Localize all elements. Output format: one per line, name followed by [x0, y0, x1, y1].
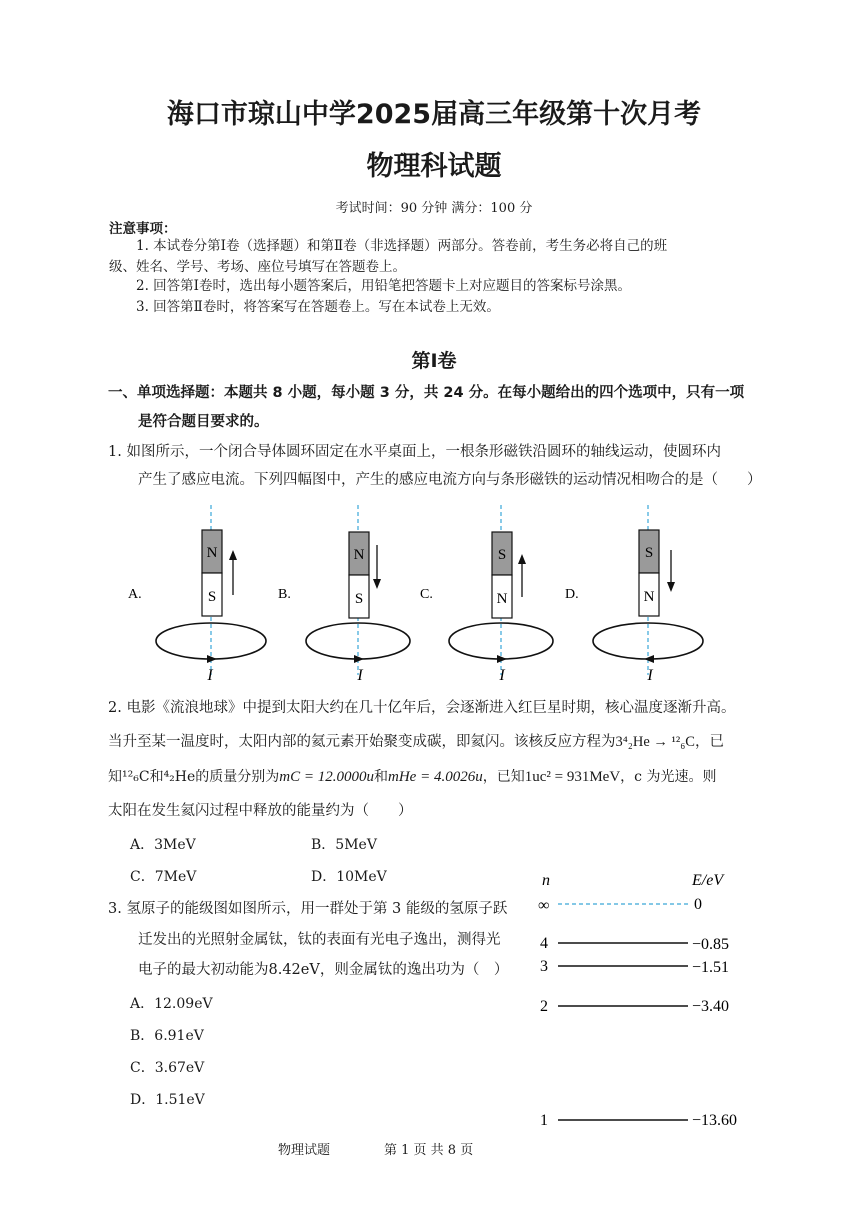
- q2-stem-line3: [108, 762, 716, 792]
- helium-symbol: ⁴₂He: [163, 769, 196, 785]
- n-axis-label: n: [542, 872, 550, 889]
- q2-l3-e: ，c 为光速。则: [620, 769, 717, 785]
- q3-stem-line2: 迁发出的光照射金属钛，钛的表面有光电子逸出，测得光: [138, 932, 501, 948]
- q3-stem-line1: 3. 氢原子的能级图如图所示，用一群处于第 3 能级的氢原子跃: [108, 901, 508, 917]
- figure-c: [420, 505, 553, 684]
- level-3-energy: −1.51: [692, 959, 730, 976]
- current-arrow-head: [354, 655, 364, 663]
- q1-stem-line2: 产生了感应电流。下列四幅图中，产生的感应电流方向与条形磁铁的运动情况相吻合的是（ ）: [138, 472, 762, 488]
- figure-a: [128, 505, 266, 684]
- q3-option-b[interactable]: B．6.91eV: [130, 1028, 204, 1044]
- current-arrow-head: [207, 655, 217, 663]
- pole-top-label: S: [644, 545, 654, 561]
- current-arrow-head: [644, 655, 654, 663]
- level-1-energy: −13.60: [692, 1112, 738, 1129]
- q2-l3-c: 的质量分别为: [195, 769, 280, 785]
- q1-stem-line1: 1. 如图所示，一个闭合导体圆环固定在水平桌面上，一根条形磁铁沿圆环的轴线运动，使圆环内: [108, 444, 721, 460]
- level-inf-n: ∞: [538, 897, 550, 914]
- q2-line2-text: 当升至某一温度时，太阳内部的氦元素开始聚变成碳，即氦闪。该核反应方程为: [108, 734, 616, 750]
- q2-stem-line4: 太阳在发生氦闪过程中释放的能量约为（ ）: [108, 803, 413, 819]
- energy-level-diagram: [530, 862, 760, 1137]
- level-4-n: 4: [540, 935, 548, 952]
- q3-option-a[interactable]: A．12.09eV: [130, 996, 213, 1012]
- pole-bottom-label: S: [207, 589, 217, 605]
- arrow-head-down: [667, 582, 675, 592]
- pole-bottom-label: N: [643, 589, 655, 605]
- level-4-energy: −0.85: [692, 936, 730, 953]
- q3-option-d[interactable]: D．1.51eV: [130, 1092, 205, 1108]
- exam-subtitle: 物理科试题: [366, 151, 502, 182]
- note-item-1: [109, 236, 759, 257]
- arrow-head-up: [518, 554, 526, 564]
- q2-option-b[interactable]: B．5MeV: [311, 837, 377, 853]
- q2-stem-line1: 2. 电影《流浪地球》中提到太阳大约在几十亿年后，会逐渐进入红巨星时期，核心温度逐渐升高。: [108, 700, 736, 716]
- note-item-1-cont: 级、姓名、学号、考场、座位号填写在答题卷上。: [109, 259, 406, 275]
- current-label: I: [499, 667, 505, 684]
- mass-helium: mHe = 4.0026u: [388, 769, 483, 785]
- carbon-symbol: ¹²₆C: [122, 769, 150, 785]
- pole-top-label: N: [353, 547, 365, 563]
- notes-heading: 注意事项：: [109, 221, 177, 237]
- exam-info: 考试时间：90 分钟 满分：100 分: [335, 201, 533, 216]
- part1-heading: 一、单项选择题：本题共 8 小题，每小题 3 分，共 24 分。在每小题给出的四个选项中，只有一项: [108, 385, 745, 401]
- energy-axis-label: E/eV: [692, 872, 724, 889]
- q2-l3-b: 和: [149, 769, 164, 785]
- q2-l3-a: 知: [108, 769, 122, 785]
- footer-page-number: 第 1 页 共 8 页: [384, 1143, 474, 1158]
- part1-heading-cont: 是符合题目要求的。: [138, 414, 269, 430]
- footer-subject: 物理试题: [278, 1143, 331, 1158]
- q2-line2-tail: ，已: [694, 734, 724, 750]
- exam-title: 海口市琼山中学2025届高三年级第十次月考: [166, 99, 702, 130]
- figure-d: [565, 505, 703, 684]
- q3-stem-line3: 电子的最大初动能为8.42eV，则金属钛的逸出功为（ ）: [138, 962, 509, 978]
- note-item-1-line1: 1. 本试卷分第Ⅰ卷（选择题）和第Ⅱ卷（非选择题）两部分。答卷前，考生务必将自己的班: [136, 238, 668, 254]
- reaction-equation: 3⁴₂He → ¹²₆C: [615, 734, 695, 750]
- arrow-head-down: [373, 579, 381, 589]
- pole-bottom-label: S: [354, 591, 364, 607]
- mass-carbon: mC = 12.0000u: [279, 769, 374, 785]
- current-label: I: [647, 667, 653, 684]
- note-item-2: 2. 回答第Ⅰ卷时，选出每小题答案后，用铅笔把答题卡上对应题目的答案标号涂黑。: [136, 278, 632, 294]
- section-title: 第Ⅰ卷: [411, 350, 457, 372]
- note-item-3: 3. 回答第Ⅱ卷时，将答案写在答题卷上。写在本试卷上无效。: [136, 299, 500, 315]
- pole-top-label: N: [206, 545, 218, 561]
- pole-bottom-label: N: [496, 591, 508, 607]
- pole-top-label: S: [497, 547, 507, 563]
- level-2-n: 2: [540, 998, 548, 1015]
- q2-l3-and: 和: [374, 769, 388, 785]
- figure-c-label: C.: [420, 587, 433, 602]
- q2-option-d[interactable]: D．10MeV: [311, 869, 387, 885]
- level-inf-energy: 0: [694, 896, 702, 913]
- conversion-factor: 1uc² = 931MeV: [524, 769, 621, 785]
- q3-option-c[interactable]: C．3.67eV: [130, 1060, 205, 1076]
- figure-a-label: A.: [128, 587, 142, 602]
- current-arrow-head: [497, 655, 507, 663]
- q2-stem-line2: [108, 727, 724, 757]
- level-3-n: 3: [540, 958, 548, 975]
- q2-l3-d: ，已知: [482, 769, 525, 785]
- figure-d-label: D.: [565, 587, 579, 602]
- level-1-n: 1: [540, 1112, 548, 1129]
- arrow-head-up: [229, 550, 237, 560]
- current-label: I: [357, 667, 363, 684]
- q2-option-c[interactable]: C．7MeV: [130, 869, 197, 885]
- level-2-energy: −3.40: [692, 998, 730, 1015]
- figure-b-label: B.: [278, 587, 291, 602]
- figure-b: [278, 505, 410, 684]
- q1-figures: [110, 500, 730, 690]
- current-label: I: [207, 667, 213, 684]
- q2-option-a[interactable]: A．3MeV: [130, 837, 196, 853]
